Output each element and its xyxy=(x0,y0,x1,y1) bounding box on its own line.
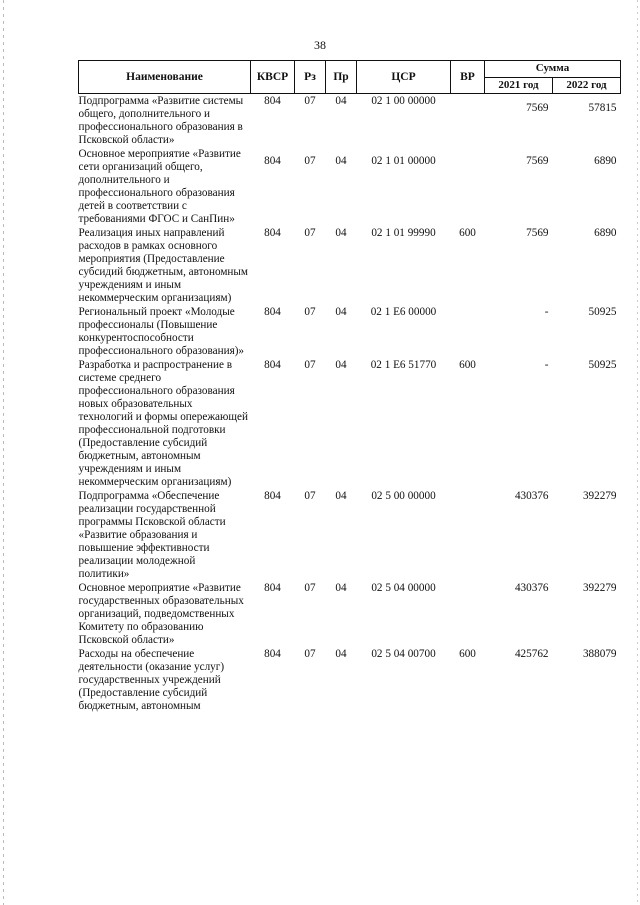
row-sum-2021: - xyxy=(544,359,549,371)
row-rz: 07 xyxy=(304,648,316,660)
header-rz: Рз xyxy=(295,61,326,94)
row-vr xyxy=(451,489,485,581)
row-csr: 02 5 00 00000 xyxy=(371,490,436,502)
row-kvsr: 804 xyxy=(264,227,281,239)
row-vr: 600 xyxy=(459,648,476,660)
row-sum-2021: 430376 xyxy=(514,490,549,502)
table-row xyxy=(79,647,621,713)
row-sum-2022: 392279 xyxy=(582,582,617,594)
row-sum-2021: 430376 xyxy=(514,582,549,594)
budget-table xyxy=(78,60,621,713)
row-rz: 07 xyxy=(304,95,316,107)
row-sum-2022: 50925 xyxy=(588,359,617,371)
table-row xyxy=(79,581,621,647)
row-name: Подпрограмма «Обеспечение реализации государственной программы Псковской области «Развитие образования и повышение эффективности реализации молодежной политики» xyxy=(78,490,226,580)
header-pr: Пр xyxy=(326,61,357,94)
row-vr: 600 xyxy=(459,359,476,371)
scan-edge-left xyxy=(3,0,4,905)
row-name: Расходы на обеспечение деятельности (оказание услуг) государственных учреждений (Предоставление субсидий бюджетным, автономным xyxy=(78,648,225,712)
row-pr: 04 xyxy=(335,95,347,107)
row-csr: 02 1 E6 51770 xyxy=(370,359,437,371)
row-rz: 07 xyxy=(304,155,316,167)
row-pr: 04 xyxy=(335,648,347,660)
row-pr: 04 xyxy=(335,155,347,167)
header-csr: ЦСР xyxy=(357,61,451,94)
row-sum-2022: 6890 xyxy=(594,227,617,239)
row-sum-2021: 7569 xyxy=(526,155,549,167)
header-kvsr: КВСР xyxy=(251,61,295,94)
header-name: Наименование xyxy=(79,61,251,94)
row-pr: 04 xyxy=(335,306,347,318)
row-name: Разработка и распространение в системе среднего профессионального образования новых образовательных технологий и формы опережающей профессиональной подготовки (Предоставление субсидий бюджетным, автономным учреждениям и иным некоммерческим организациям) xyxy=(78,359,248,488)
row-kvsr: 804 xyxy=(264,490,281,502)
row-sum-2021: 7569 xyxy=(526,227,549,239)
row-rz: 07 xyxy=(304,490,316,502)
row-csr: 02 1 00 00000 xyxy=(371,95,436,107)
row-rz: 07 xyxy=(304,227,316,239)
row-rz: 07 xyxy=(304,582,316,594)
table-row xyxy=(79,489,621,581)
row-kvsr: 804 xyxy=(264,648,281,660)
row-kvsr: 804 xyxy=(264,306,281,318)
header-sum: Сумма xyxy=(485,61,621,78)
row-rz: 07 xyxy=(304,306,316,318)
row-kvsr: 804 xyxy=(264,582,281,594)
header-year-2022: 2022 год xyxy=(553,77,621,94)
row-rz: 07 xyxy=(304,359,316,371)
row-sum-2022: 6890 xyxy=(594,155,617,167)
row-sum-2022: 392279 xyxy=(582,490,617,502)
row-sum-2022: 57815 xyxy=(588,102,617,114)
row-kvsr: 804 xyxy=(264,359,281,371)
row-csr: 02 5 04 00000 xyxy=(371,582,436,594)
row-vr xyxy=(451,581,485,647)
header-year-2021: 2021 год xyxy=(485,77,553,94)
scan-edge-right xyxy=(637,0,638,905)
table-row xyxy=(79,305,621,358)
row-csr: 02 1 01 00000 xyxy=(371,155,436,167)
page-number: 38 xyxy=(314,38,326,52)
row-kvsr: 804 xyxy=(264,155,281,167)
row-vr xyxy=(451,305,485,358)
row-name: Подпрограмма «Развитие системы общего, дополнительного и профессионального образования в Псковской области» xyxy=(78,95,244,146)
row-csr: 02 5 04 00700 xyxy=(371,648,436,660)
row-vr xyxy=(451,94,485,148)
row-pr: 04 xyxy=(335,582,347,594)
row-csr: 02 1 01 99990 xyxy=(371,227,436,239)
row-csr: 02 1 E6 00000 xyxy=(370,306,437,318)
row-vr: 600 xyxy=(459,227,476,239)
row-vr xyxy=(451,147,485,226)
row-kvsr: 804 xyxy=(264,95,281,107)
table-row xyxy=(79,147,621,226)
row-sum-2022: 50925 xyxy=(588,306,617,318)
table-row xyxy=(79,94,621,148)
row-name: Реализация иных направлений расходов в рамках основного мероприятия (Предоставление субсидий бюджетным, автономным учреждениям и иным некоммерческим организациям) xyxy=(78,227,248,304)
header-vr: ВР xyxy=(451,61,485,94)
row-name: Региональный проект «Молодые профессионалы (Повышение конкурентоспособности профессионального образования)» xyxy=(78,306,245,357)
row-sum-2022: 388079 xyxy=(582,648,617,660)
row-pr: 04 xyxy=(335,490,347,502)
row-sum-2021: 7569 xyxy=(526,102,549,114)
row-pr: 04 xyxy=(335,359,347,371)
row-pr: 04 xyxy=(335,227,347,239)
row-sum-2021: 425762 xyxy=(514,648,549,660)
row-name: Основное мероприятие «Развитие государственных образовательных организаций, подведомственных Комитету по образованию Псковской области» xyxy=(78,582,244,646)
row-sum-2021: - xyxy=(544,306,549,318)
table-row xyxy=(79,226,621,305)
row-name: Основное мероприятие «Развитие сети организаций общего, дополнительного и профессионального образования детей в соответствии с требованиями ФГОС и СанПин» xyxy=(78,148,241,225)
table-row xyxy=(79,358,621,489)
